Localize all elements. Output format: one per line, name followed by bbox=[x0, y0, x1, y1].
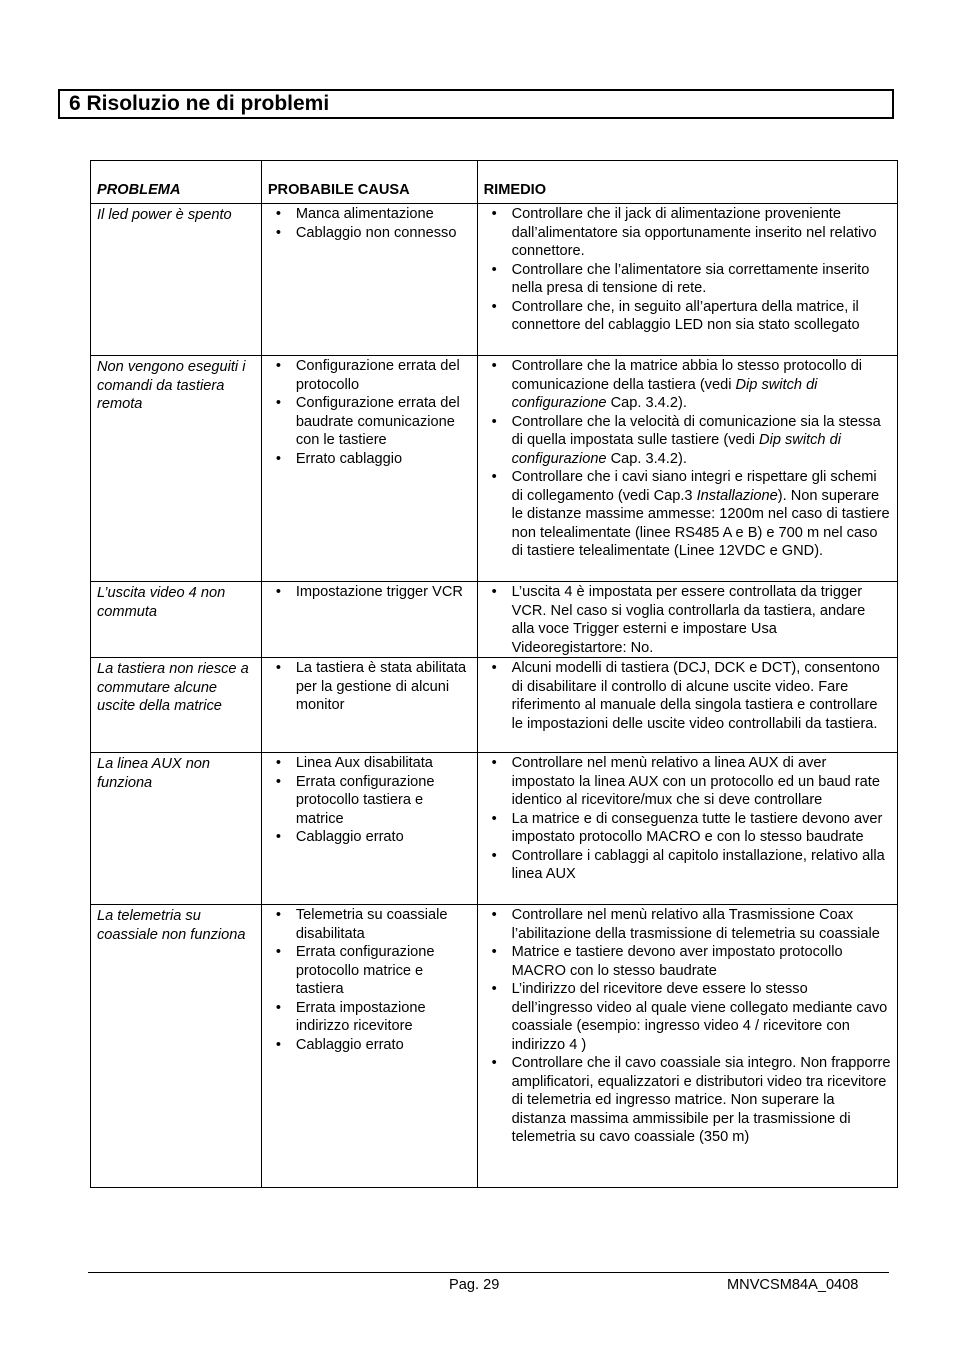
header-remedy: RIMEDIO bbox=[477, 161, 897, 204]
remedy-item: • Controllare nel menù relativo a linea AUX di aver impostato la linea AUX con un protocollo ed un baud rate identico al ricevitore/mux che si deve controllare bbox=[512, 754, 891, 810]
remedy-item: • Alcuni modelli di tastiera (DCJ, DCK e DCT), consentono di disabilitare il controllo di alcune uscite video. Fare riferimento al manuale della singola tastiera e controllare le impostazioni delle uscite video controllabili da tastiera. bbox=[512, 659, 891, 733]
remedy-item: • Controllare i cablaggi al capitolo installazione, relativo alla linea AUX bbox=[512, 847, 891, 884]
table-row bbox=[91, 905, 898, 1188]
cause-item: • Cablaggio non connesso bbox=[296, 224, 471, 243]
remedy-item: • Controllare che l’alimentatore sia correttamente inserito nella presa di tensione di rete. bbox=[512, 261, 891, 298]
remedy-cell bbox=[477, 905, 897, 1188]
cause-item: • Impostazione trigger VCR bbox=[296, 583, 471, 602]
troubleshooting-table bbox=[90, 160, 898, 1188]
problem-cell: Non vengono eseguiti i comandi da tastiera remota bbox=[91, 356, 262, 582]
cause-cell bbox=[261, 658, 477, 753]
cause-cell bbox=[261, 204, 477, 356]
remedy-item: • Controllare che la velocità di comunicazione sia la stessa di quella impostata sulle tastiere (vedi Dip switch di configurazione Cap. 3.4.2). bbox=[512, 413, 891, 469]
remedy-cell bbox=[477, 753, 897, 905]
cause-item: • Manca alimentazione bbox=[296, 205, 471, 224]
cause-cell bbox=[261, 905, 477, 1188]
table-header-row bbox=[91, 161, 898, 204]
remedy-item: • L’uscita 4 è impostata per essere controllata da trigger VCR. Nel caso si voglia controllarla da tastiera, andare alla voce Trigger esterni e impostare Usa Videoregistartore: No. bbox=[512, 583, 891, 657]
problem-cell: La tastiera non riesce a commutare alcune uscite della matrice bbox=[91, 658, 262, 753]
problem-cell: La linea AUX non funziona bbox=[91, 753, 262, 905]
remedy-cell bbox=[477, 204, 897, 356]
cause-item: • Cablaggio errato bbox=[296, 1036, 471, 1055]
cause-item: • Errata configurazione protocollo tastiera e matrice bbox=[296, 773, 471, 829]
cause-item: • Errata configurazione protocollo matrice e tastiera bbox=[296, 943, 471, 999]
page-number: Pag. 29 bbox=[449, 1277, 500, 1293]
remedy-item: • Controllare che i cavi siano integri e rispettare gli schemi di collegamento (vedi Cap.3 Installazione). Non superare le distanze massime ammesse: 1200m nel caso di tastiere non telealimentate (linee RS485 A e B) e 700 m nel caso di tastiere telealimentate (Linee 12VDC e GND). bbox=[512, 468, 891, 561]
cause-item: • Linea Aux disabilitata bbox=[296, 754, 471, 773]
table-row bbox=[91, 356, 898, 582]
cause-item: • La tastiera è stata abilitata per la gestione di alcuni monitor bbox=[296, 659, 471, 715]
footer-divider bbox=[88, 1272, 889, 1273]
remedy-item: • Matrice e tastiere devono aver impostato protocollo MACRO con lo stesso baudrate bbox=[512, 943, 891, 980]
cause-item: • Errata impostazione indirizzo ricevitore bbox=[296, 999, 471, 1036]
cause-item: • Cablaggio errato bbox=[296, 828, 471, 847]
remedy-item: • Controllare che il jack di alimentazione proveniente dall’alimentatore sia opportunamente inserito nel relativo connettore. bbox=[512, 205, 891, 261]
cause-item: • Errato cablaggio bbox=[296, 450, 471, 469]
problem-cell: La telemetria su coassiale non funziona bbox=[91, 905, 262, 1188]
remedy-item: • Controllare che il cavo coassiale sia integro. Non frapporre amplificatori, equalizzatori e distributori video tra ricevitore di telemetria ed ingresso matrice. Non superare la distanza massima ammissibile per la trasmissione di telemetria su cavo coassiale (350 m) bbox=[512, 1054, 891, 1147]
cause-cell bbox=[261, 582, 477, 658]
remedy-item: • Controllare che, in seguito all’apertura della matrice, il connettore del cablaggio LED non sia stato scollegato bbox=[512, 298, 891, 335]
header-cause: PROBABILE CAUSA bbox=[261, 161, 477, 204]
cause-item: • Configurazione errata del baudrate comunicazione con le tastiere bbox=[296, 394, 471, 450]
table-row bbox=[91, 753, 898, 905]
cause-item: • Telemetria su coassiale disabilitata bbox=[296, 906, 471, 943]
problem-cell: L’uscita video 4 non commuta bbox=[91, 582, 262, 658]
section-title: 6 Risoluzio ne di problemi bbox=[58, 89, 894, 119]
document-code: MNVCSM84A_0408 bbox=[727, 1277, 859, 1293]
header-problem: PROBLEMA bbox=[91, 161, 262, 204]
remedy-cell bbox=[477, 658, 897, 753]
cause-cell bbox=[261, 753, 477, 905]
remedy-cell bbox=[477, 356, 897, 582]
remedy-item: • La matrice e di conseguenza tutte le tastiere devono aver impostato protocollo MACRO e con lo stesso baudrate bbox=[512, 810, 891, 847]
cause-item: • Configurazione errata del protocollo bbox=[296, 357, 471, 394]
problem-cell: Il led power è spento bbox=[91, 204, 262, 356]
cause-cell bbox=[261, 356, 477, 582]
remedy-item: • L’indirizzo del ricevitore deve essere lo stesso dell’ingresso video al quale viene collegato mediante cavo coassiale (esempio: ingresso video 4 / ricevitore con indirizzo 4 ) bbox=[512, 980, 891, 1054]
remedy-item: • Controllare che la matrice abbia lo stesso protocollo di comunicazione della tastiera (vedi Dip switch di configurazione Cap. 3.4.2). bbox=[512, 357, 891, 413]
table-row bbox=[91, 204, 898, 356]
table-row bbox=[91, 582, 898, 658]
table-row bbox=[91, 658, 898, 753]
remedy-cell bbox=[477, 582, 897, 658]
remedy-item: • Controllare nel menù relativo alla Trasmissione Coax l’abilitazione della trasmissione di telemetria su coassiale bbox=[512, 906, 891, 943]
